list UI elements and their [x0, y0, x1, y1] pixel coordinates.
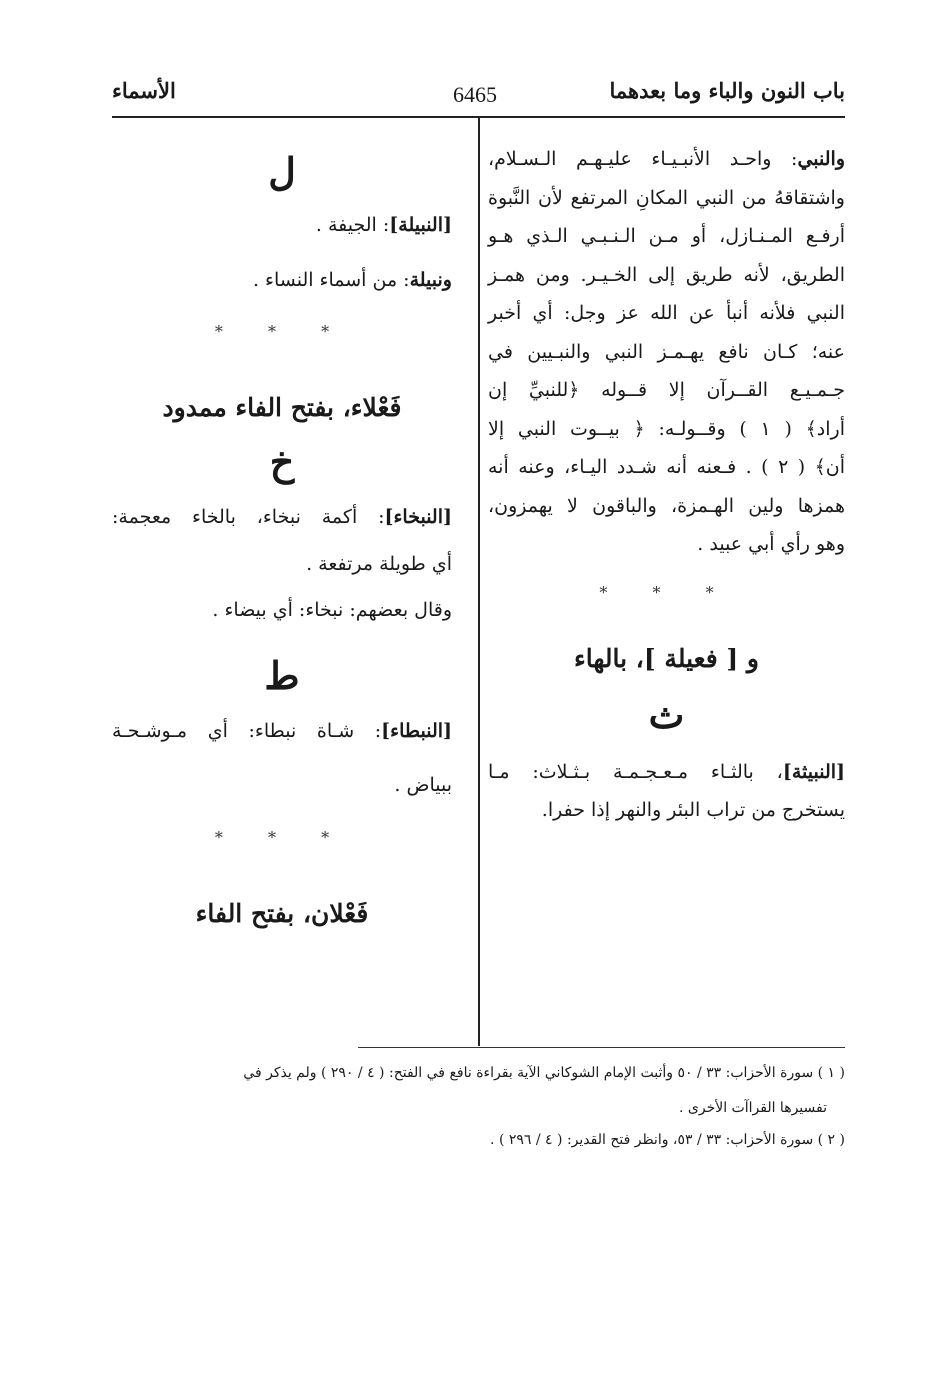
page-number: 6465	[453, 82, 497, 107]
entry-nabi-line: همزها ولين الهـمزة، والباقون لا يهمزون،	[488, 494, 845, 517]
entry-nabi-line: النبي فلأنه أنبأ عن الله عز وجل: أي أخبر	[488, 302, 845, 324]
footnote-rule	[358, 1047, 845, 1048]
footnote-1-continued: تفسيرها القراآت الأخرى .	[679, 1100, 827, 1116]
entry-nabitha-text: ، بالثـاء مـعـجـمـة بـثـلاث: مـا	[488, 760, 783, 783]
entry-nabkha-text: : أكمة نبخاء، بالخاء معجمة:	[112, 506, 385, 528]
entry-nabi-line: جـمـيـع القــرآن إلا قــوله ﴿للنبيِّ إن	[488, 379, 845, 401]
letter-tha: ث	[648, 691, 685, 737]
entry-nabitha-line: يستخرج من تراب البئر والنهر إذا حفرا.	[541, 799, 845, 821]
entry-nabi-line: أرفـع المـنـازل، أو مـن الـنـبـي الـذي هـو	[488, 225, 845, 247]
separator-stars: * * *	[214, 322, 350, 341]
footnote-1: ( ١ ) سورة الأحزاب: ٣٣ / ٥٠ وأثبت الإمام الشوكاني الآية بقراءة نافع في الفتح: ( ٤ / ٢٩٠ ) ولم يذكر في	[243, 1065, 845, 1081]
column-divider	[478, 118, 480, 1046]
entry-nabila2	[112, 261, 452, 300]
running-header-chapter: باب النون والباء وما بعدهما	[609, 78, 845, 103]
letter-kha: خ	[269, 439, 295, 484]
separator-stars: * * *	[599, 582, 734, 602]
entry-nabi-line: وهو رأي أبي عبيد .	[697, 533, 845, 555]
left-column	[112, 140, 452, 928]
entry-nabila2-text: : من أسماء النساء .	[252, 268, 410, 291]
entry-nabi-line: عنه؛ كـان نافع يهـمـز النبي والنبـيين في	[488, 340, 845, 363]
heading-suffix: ]، بالهاء	[574, 643, 656, 673]
entry-nabta-line	[112, 712, 452, 751]
footnote-2: ( ٢ ) سورة الأحزاب: ٣٣ / ٥٣، وانظر فتح القدير: ( ٤ / ٢٩٦ ) .	[490, 1132, 845, 1148]
entry-nabta-text: : شـاة نبطاء: أي مـوشـحـة	[112, 719, 382, 742]
entry-nabi-line: أن﴾ ( ٢ ) . فـعنه أنه شـدد اليـاء، وعنه أنه	[488, 456, 846, 478]
entry-nabi-line: أراد﴾ ( ١ ) وقــولـه: ﴿ بيــوت النبي إلا	[488, 417, 845, 440]
separator-stars: * * *	[214, 827, 350, 847]
right-column	[488, 140, 845, 830]
entry-nabitha-line	[488, 753, 845, 792]
entry-nabila-text: : الجيفة .	[315, 214, 390, 236]
entry-nabi-line	[488, 140, 845, 179]
entry-nabkha-line: أي طويلة مرتفعة .	[306, 552, 452, 575]
entry-nabkha-line: وقال بعضهم: نبخاء: أي بيضاء .	[212, 599, 452, 621]
running-header-section: الأسماء	[112, 78, 176, 103]
entry-nabila2-keyword: ونبيلة	[409, 268, 452, 291]
letter-ta: ط	[264, 652, 300, 698]
entry-nabi-line: واشتقاقهُ من النبي المكانِ المرتفع لأن النَّبوة	[488, 186, 845, 209]
entry-nabitha-keyword: [النبيثة]	[782, 760, 845, 783]
entry-nabi-line: الطريق، لأنه طريق إلى الخـيـر. ومن همـز	[488, 263, 845, 286]
section-heading-falan: فَعْلان، بفتح الفاء	[195, 898, 369, 928]
entry-nabkha-line	[112, 498, 452, 537]
heading-prefix: و [	[726, 643, 759, 673]
entry-nabi-text: : واحـد الأنبـيـاء عليـهـم الـسـلام،	[488, 148, 798, 170]
entry-nabkha-keyword: [النبخاء]	[384, 506, 452, 528]
section-heading-faila	[488, 644, 845, 673]
entry-nabta-keyword: [النبطاء]	[381, 719, 452, 742]
entry-nabi-keyword: والنبي	[797, 148, 845, 170]
letter-lam: ل	[268, 149, 296, 194]
heading-keyword: فعيلة	[664, 643, 718, 673]
entry-nabila-keyword: [النبيلة]	[389, 214, 452, 236]
entry-nabila	[112, 206, 452, 245]
entry-nabta-line: ببياض .	[394, 774, 452, 796]
section-heading-falaa: فَعْلاء، بفتح الفاء ممدود	[162, 393, 402, 422]
